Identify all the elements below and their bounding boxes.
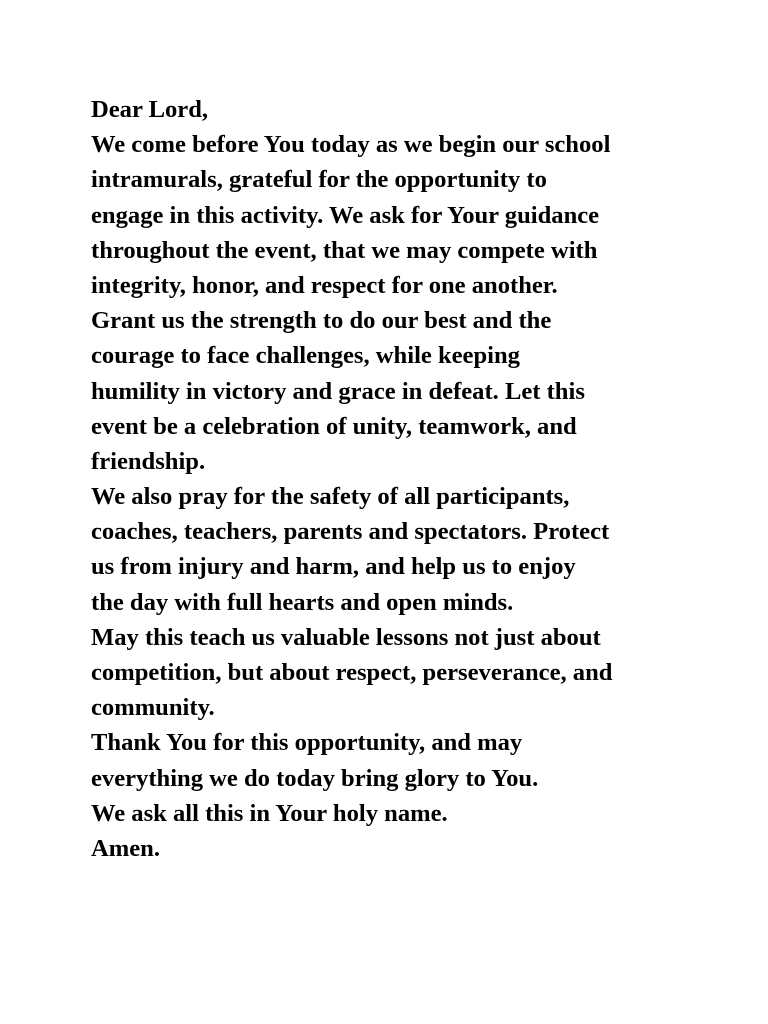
text-line: humility in victory and grace in defeat. Let this: [91, 377, 585, 405]
salutation-line: Dear Lord,: [91, 96, 209, 123]
text-line: everything we do today bring glory to You.: [91, 764, 539, 792]
text-line: event be a celebration of unity, teamwork, and: [91, 412, 577, 440]
text-line: competition, but about respect, perseverance, and: [91, 659, 613, 686]
text-line: engage in this activity. We ask for Your guidance: [91, 201, 600, 229]
text-line: Grant us the strength to do our best and the: [91, 307, 552, 335]
text-line: friendship.: [91, 447, 206, 475]
text-line: courage to face challenges, while keeping: [91, 342, 520, 370]
text-line: integrity, honor, and respect for one another.: [91, 271, 558, 299]
text-line: coaches, teachers, parents and spectators. Protect: [91, 518, 610, 546]
text-line: We also pray for the safety of all participants,: [91, 483, 570, 511]
text-line: community.: [91, 694, 215, 722]
prayer-text: [91, 92, 691, 866]
closing-line: Amen.: [91, 834, 160, 862]
text-line: We ask all this in Your holy name.: [91, 799, 448, 827]
text-line: intramurals, grateful for the opportunity to: [91, 166, 547, 194]
text-line: Thank You for this opportunity, and may: [91, 729, 523, 757]
text-line: the day with full hearts and open minds.: [91, 588, 514, 616]
text-line: We come before You today as we begin our school: [91, 131, 611, 159]
text-line: May this teach us valuable lessons not just about: [91, 623, 601, 651]
text-line: us from injury and harm, and help us to enjoy: [91, 553, 576, 581]
text-line: throughout the event, that we may compete with: [91, 236, 598, 264]
